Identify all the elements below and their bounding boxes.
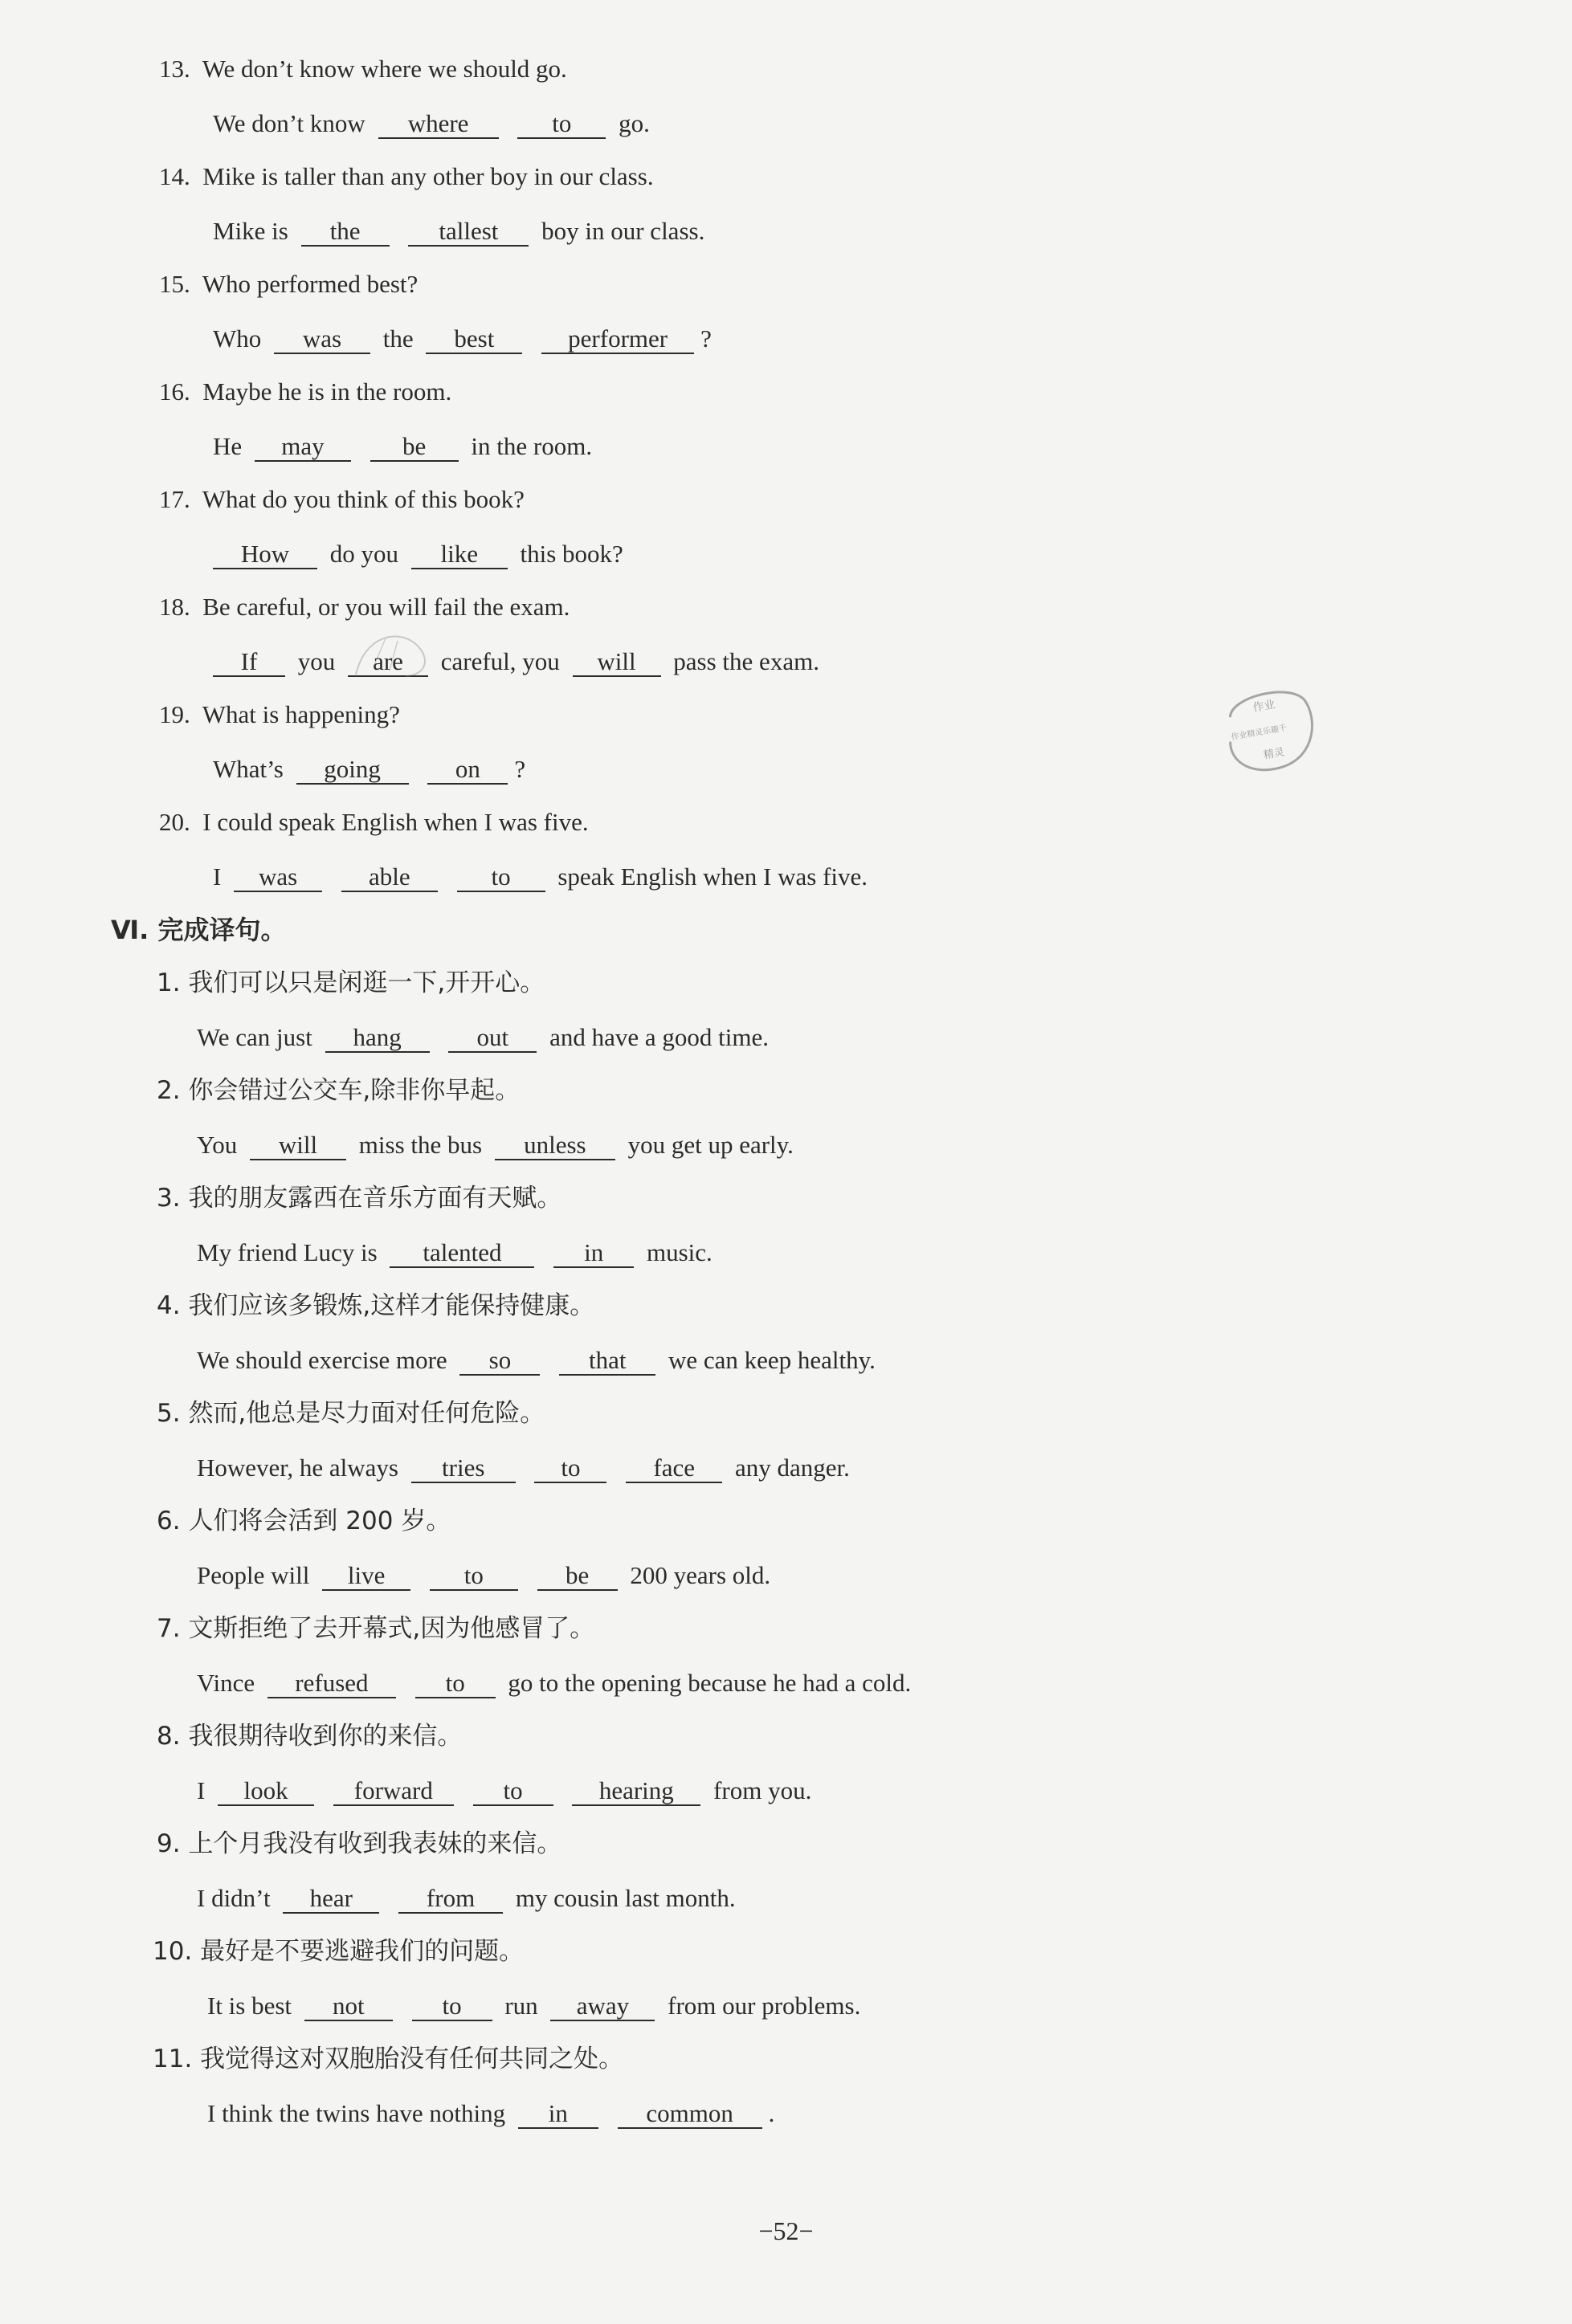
- pencil-smudge: [349, 626, 438, 683]
- tr-item-9-answer: I didn’t hear from my cousin last month.: [197, 1884, 736, 1912]
- item-17-answer: How do you like this book?: [213, 538, 623, 570]
- tr-item-11-cn: 11. 我觉得这对双胞胎没有任何共同之处。: [153, 2045, 624, 2073]
- tr-item-3-answer: My friend Lucy is talented in music.: [197, 1238, 713, 1266]
- blank: to: [412, 1992, 492, 2021]
- item-18-answer: If you are careful, you will pass the exam.: [213, 646, 819, 678]
- tr-item-2-cn: 2. 你会错过公交车,除非你早起。: [157, 1076, 521, 1105]
- blank: face: [626, 1454, 722, 1483]
- blank: hear: [283, 1885, 379, 1914]
- blank: talented: [390, 1239, 534, 1268]
- section-6-heading: Ⅵ. 完成译句。: [111, 915, 287, 945]
- blank: will: [573, 648, 661, 677]
- blank: If: [213, 648, 285, 677]
- item-17-original: 17. What do you think of this book?: [159, 485, 525, 513]
- tr-item-10-cn: 10. 最好是不要逃避我们的问题。: [153, 1937, 525, 1966]
- blank: to: [415, 1670, 496, 1698]
- blank: not: [304, 1992, 393, 2021]
- blank: forward: [333, 1777, 454, 1806]
- tr-item-5-cn: 5. 然而,他总是尽力面对任何危险。: [157, 1399, 545, 1428]
- item-13-answer: We don’t know where to go.: [213, 109, 650, 137]
- item-13-original: 13. We don’t know where we should go.: [159, 55, 567, 83]
- blank: to: [457, 863, 545, 892]
- blank: best: [426, 325, 522, 354]
- item-15-original: 15. Who performed best?: [159, 270, 419, 298]
- blank: look: [218, 1777, 314, 1806]
- tr-item-11-answer: I think the twins have nothing in common .: [207, 2099, 775, 2127]
- tr-item-4-answer: We should exercise more so that we can keep healthy.: [197, 1346, 876, 1374]
- svg-text:精灵: 精灵: [1263, 746, 1286, 762]
- blank: hearing: [572, 1777, 700, 1806]
- tr-item-1-answer: We can just hang out and have a good time.: [197, 1023, 769, 1051]
- page-number: −52−: [758, 2216, 814, 2245]
- blank: are: [348, 648, 428, 677]
- blank: away: [550, 1992, 655, 2021]
- item-16-answer: He may be in the room.: [213, 432, 593, 460]
- item-20-original: 20. I could speak English when I was five.: [159, 808, 589, 836]
- blank: in: [518, 2100, 598, 2129]
- tr-item-1-cn: 1. 我们可以只是闲逛一下,开开心。: [157, 968, 545, 997]
- blank: was: [274, 325, 370, 354]
- blank: the: [301, 218, 390, 247]
- item-20-answer: I was able to speak English when I was five.: [213, 862, 868, 891]
- blank: was: [234, 863, 322, 892]
- blank: How: [213, 540, 317, 569]
- blank: that: [559, 1347, 655, 1376]
- blank: like: [411, 540, 508, 569]
- tr-item-5-answer: However, he always tries to face any danger.: [197, 1454, 850, 1482]
- blank: hang: [325, 1024, 430, 1053]
- item-14-original: 14. Mike is taller than any other boy in our class.: [159, 162, 654, 190]
- blank: to: [517, 110, 606, 139]
- blank: tallest: [408, 218, 529, 247]
- blank: able: [341, 863, 438, 892]
- tr-item-7-answer: Vince refused to go to the opening because he had a cold.: [197, 1669, 912, 1697]
- item-14-answer: Mike is the tallest boy in our class.: [213, 217, 705, 245]
- tr-item-10-answer: It is best not to run away from our problems.: [207, 1992, 861, 2020]
- stamp-logo-icon: [1214, 679, 1324, 782]
- blank: be: [370, 433, 459, 462]
- blank: live: [322, 1562, 410, 1591]
- blank: so: [459, 1347, 540, 1376]
- tr-item-9-cn: 9. 上个月我没有收到我表妹的来信。: [157, 1829, 562, 1858]
- tr-item-3-cn: 3. 我的朋友露西在音乐方面有天赋。: [157, 1184, 562, 1213]
- blank: from: [398, 1885, 503, 1914]
- item-19-original: 19. What is happening?: [159, 700, 400, 728]
- blank: will: [250, 1131, 346, 1160]
- blank: may: [255, 433, 351, 462]
- svg-text:作业: 作业: [1251, 698, 1276, 715]
- tr-item-7-cn: 7. 文斯拒绝了去开幕式,因为他感冒了。: [157, 1614, 595, 1643]
- item-15-answer: Who was the best performer ?: [213, 324, 712, 353]
- blank: on: [427, 756, 508, 785]
- blank: out: [448, 1024, 537, 1053]
- blank: common: [618, 2100, 762, 2129]
- tr-item-8-cn: 8. 我很期待收到你的来信。: [157, 1722, 463, 1751]
- blank: unless: [495, 1131, 615, 1160]
- item-18-original: 18. Be careful, or you will fail the exam.: [159, 593, 570, 621]
- blank: to: [430, 1562, 518, 1591]
- blank: in: [553, 1239, 634, 1268]
- item-16-original: 16. Maybe he is in the room.: [159, 377, 452, 406]
- item-19-answer: What’s going on ?: [213, 755, 526, 783]
- blank: to: [534, 1454, 606, 1483]
- tr-item-6-cn: 6. 人们将会活到 200 岁。: [157, 1507, 451, 1535]
- blank: be: [537, 1562, 618, 1591]
- blank: to: [473, 1777, 553, 1806]
- tr-item-4-cn: 4. 我们应该多锻炼,这样才能保持健康。: [157, 1291, 595, 1320]
- blank: tries: [411, 1454, 516, 1483]
- tr-item-2-answer: You will miss the bus unless you get up early.: [197, 1131, 794, 1159]
- svg-text:作业精灵乐趣千: 作业精灵乐趣千: [1230, 724, 1288, 743]
- tr-item-6-answer: People will live to be 200 years old.: [197, 1561, 771, 1589]
- tr-item-8-answer: I look forward to hearing from you.: [197, 1776, 812, 1804]
- blank: performer: [541, 325, 694, 354]
- blank: going: [296, 756, 409, 785]
- blank: where: [378, 110, 499, 139]
- blank: refused: [267, 1670, 396, 1698]
